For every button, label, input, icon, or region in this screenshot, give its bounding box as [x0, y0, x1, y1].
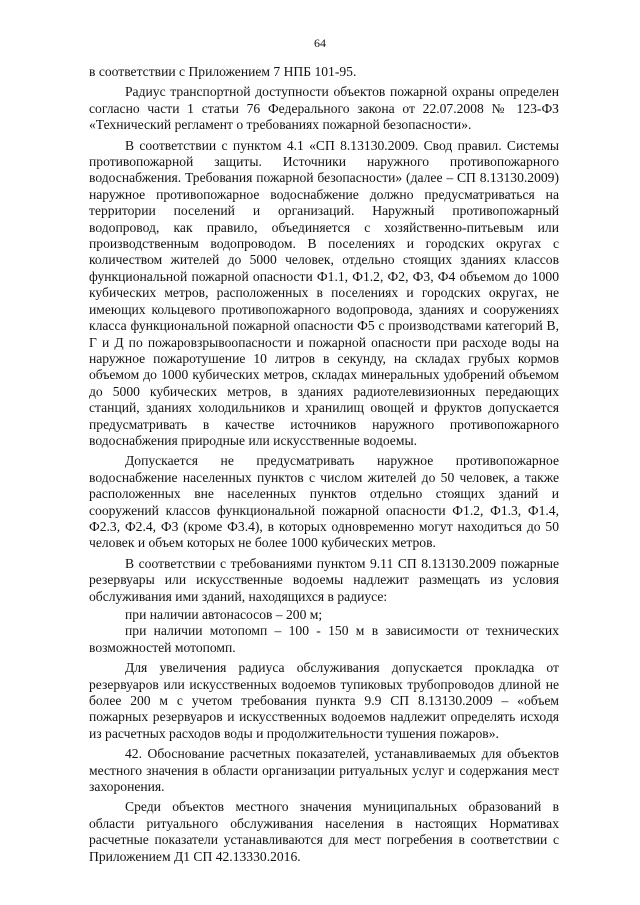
page-number: 64 — [314, 36, 326, 50]
paragraph-water-supply: В соответствии с пунктом 4.1 «СП 8.13130.2009. Свод правил. Системы противопожарной защиты. Источники наружного противопожарного водоснабжения. Требования пожарной безопасности» (далее – СП 8.13130.2009) наружное противопожарное водоснабжение должно предусматриваться на территории поселений и организаций. Наружный противопожарный водопровод, как правило, объединяется с хозяйственно-питьевым или производственным водопроводом. В поселениях и городских округах с количеством жителей до 5000 человек, отдельно стоящих зданиях классов функциональной пожарной опасности Ф1.1, Ф1.2, Ф2, Ф3, Ф4 объемом до 1000 кубических метров, расположенных в поселениях и городских округах, не имеющих кольцевого противопожарного водопровода, зданиях и сооружениях класса функциональной пожарной опасности Ф5 с производствами категорий В, Г и Д по пожаровзрывоопасности и пожарной опасности при расходе воды на наружное пожаротушение 10 литров в секунду, на складах грубых кормов объемом до 1000 кубических метров, складах минеральных удобрений объемом до 5000 кубических метров, в зданиях радиотелевизионных передающих станций, зданиях холодильников и хранилищ овощей и фруктов допускается предусматривать в качестве источников наружного противопожарного водоснабжения природные или искусственные водоемы. — [89, 137, 559, 448]
paragraph-exemption: Допускается не предусматривать наружное противопожарное водоснабжение населенных пунктов с числом жителей до 50 человек, а также расположенных вне населенных пунктов отдельно стоящих зданий и сооружений классов функциональной пожарной опасности Ф1.2, Ф1.3, Ф1.4, Ф2.3, Ф2.4, Ф3 (кроме Ф3.4), в которых одновременно могут находиться до 50 человек и объем которых не более 1000 кубических метров. — [89, 453, 559, 551]
document-body — [89, 64, 559, 867]
list-item-autopumps: при наличии автонасосов – 200 м; — [125, 607, 323, 622]
list-item-motopumps: при наличии мотопомп – 100 - 150 м в зависимости от технических возможностей мотопомп. — [89, 623, 559, 655]
paragraph-fire-station-radius: Радиус транспортной доступности объектов пожарной охраны определен согласно части 1 статьи 76 Федерального закона от 22.07.2008 № 123-ФЗ «Технический регламент о требованиях пожарной безопасности». — [89, 84, 559, 133]
paragraph-reservoir-placement: В соответствии с требованиями пунктом 9.11 СП 8.13130.2009 пожарные резервуары или искусственные водоемы надлежит размещать из условия обслуживания ими зданий, находящихся в радиусе: — [89, 555, 559, 604]
section-heading-42: 42. Обоснование расчетных показателей, устанавливаемых для объектов местного значения в области организации ритуальных услуг и содержания мест захоронения. — [89, 746, 559, 795]
paragraph-service-radius-extension: Для увеличения радиуса обслуживания допускается прокладка от резервуаров или искусственных водоемов тупиковых трубопроводов длиной не более 200 м с учетом требования пункта 9.9 СП 8.13130.2009 – «объем пожарных резервуаров и искусственных водоемов надлежит определять исходя из расчетных расходов воды и продолжительности тушения пожаров». — [89, 660, 559, 741]
paragraph-reference: в соответствии с Приложением 7 НПБ 101-95. — [89, 64, 357, 79]
paragraph-burial-places: Среди объектов местного значения муниципальных образований в области ритуального обслуживания населения в настоящих Нормативах расчетные показатели устанавливаются для мест погребения в соответствии с Приложением Д1 СП 42.13330.2016. — [89, 799, 559, 864]
